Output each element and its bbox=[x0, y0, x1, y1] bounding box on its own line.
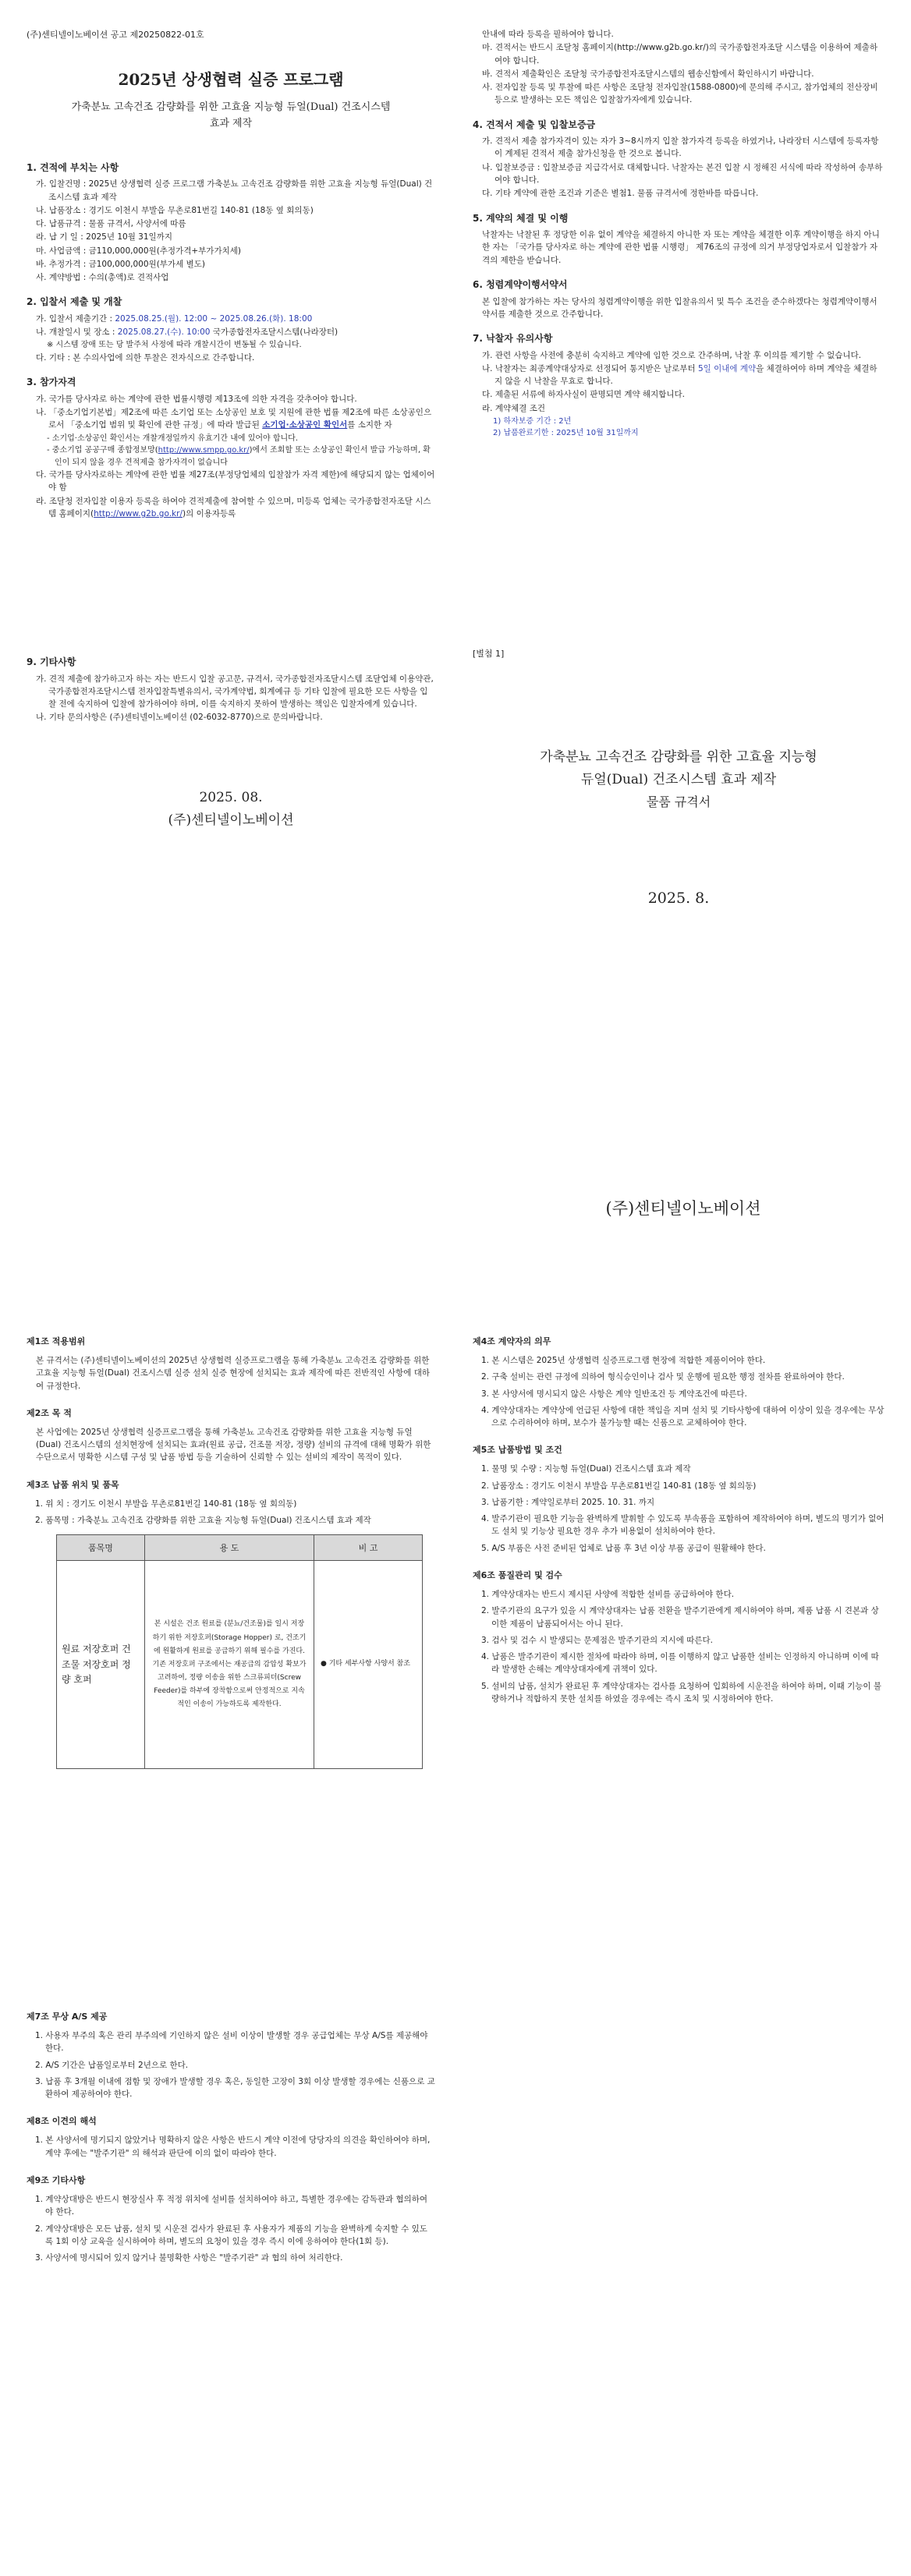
s4-item: 나. 입찰보증금 : 입찰보증금 지급각서로 대체합니다. 낙찰자는 본건 입찰 시 정해진 서식에 따라 작성하여 송부하여야 합니다. bbox=[482, 162, 883, 185]
s3-subitem: - 소기업·소상공인 확인서는 개찰개정일까지 유효기간 내에 있어야 합니다. bbox=[47, 433, 299, 443]
article-4-item: 3. 본 사양서에 명시되지 않은 사항은 계약 일반조건 등 계약조건에 따른다. bbox=[481, 1389, 747, 1399]
spec-page-1 bbox=[0, 1288, 456, 1932]
article-5-title: 제5조 납품방법 및 조건 bbox=[473, 1445, 562, 1456]
article-6-item: 3. 검사 및 검수 시 발생되는 문제점은 발주기관의 지시에 따른다. bbox=[481, 1635, 713, 1645]
cell-purpose: 본 시설은 건조 원료를 (분뇨/건조물)를 일시 저장하기 위한 저장호퍼(Storage Hopper) 로, 건조기에 원활하게 원료를 공급하기 위해 필수를 가진다. 기존 저장호퍼 구조에서는 재공급의 감압성 확보가 고려하여, 정량 이송을 위한 스크류피더(Screw Feeder)를 하부에 장착함으로써 안정적으로 지속적인 이송이 가능하도록 제작한다. bbox=[145, 1561, 314, 1769]
spec-subtitle: 물품 규격서 bbox=[646, 794, 711, 809]
s2-note: ※ 시스템 장애 또는 당 발주처 사정에 따라 개찰시간이 변동될 수 있습니다. bbox=[47, 341, 302, 350]
s9-item: 나. 기타 문의사항은 (주)센티넬이노베이션 (02-6032-8770)으로 문의바랍니다. bbox=[36, 713, 323, 723]
document-subtitle bbox=[27, 100, 435, 133]
warranty-period: 1) 하자보증 기간 : 2년 bbox=[493, 416, 572, 426]
article-4-item: 2. 구축 설비는 관련 규정에 의하여 형식승인이나 검사 및 운행에 필요한 행정 절차를 완료하여야 한다. bbox=[481, 1372, 845, 1382]
s3-item: 라. 조달청 전자입찰 이용자 등록을 하여야 견적제출에 참여할 수 있으며, 미등록 업체는 국가종합전자조달 시스템 홈페이지(http://www.g2b.go.kr/)의 이용자등록 bbox=[36, 496, 431, 518]
article-4-item: 1. 본 시스템은 2025년 상생협력 실증프로그램 현장에 적합한 제품이어야 한다. bbox=[481, 1356, 766, 1366]
header-purpose: 용 도 bbox=[145, 1535, 314, 1561]
article-1-title: 제1조 적용범위 bbox=[27, 1336, 86, 1346]
document-title: 2025년 상생협력 실증 프로그램 bbox=[118, 70, 344, 90]
notice-footer bbox=[27, 787, 435, 832]
delivery-deadline: 2) 납품완료기한 : 2025년 10월 31일까지 bbox=[493, 429, 639, 438]
article-9-item: 1. 계약상대방은 반드시 현장실사 후 적정 위치에 설비를 설치하여야 하고, 특별한 경우에는 감독관과 협의하여야 한다. bbox=[35, 2195, 428, 2217]
spec-title-line-2: 듀얼(Dual) 건조시스템 효과 제작 bbox=[580, 771, 777, 787]
article-5-item: 5. A/S 부품은 사전 준비된 업체로 납품 후 3년 이상 부품 공급이 원활해야 한다. bbox=[481, 1543, 766, 1553]
s3-item: 가. 국가를 당사자로 하는 계약에 관한 법률시행령 제13조에 의한 자격을 갖추어야 합니다. bbox=[36, 394, 357, 404]
article-7-item: 1. 사용자 부주의 혹은 관리 부주의에 기인하지 않은 설비 이상이 발생할 경우 공급업체는 무상 A/S를 제공해야 한다. bbox=[35, 2031, 428, 2054]
article-7-item: 2. A/S 기간은 납품일로부터 2년으로 한다. bbox=[35, 2060, 189, 2070]
s2-item-etc: 다. 기타 : 본 수의사업에 의한 투찰은 전자식으로 간주합니다. bbox=[36, 352, 255, 363]
article-6-item: 5. 설비의 납품, 설치가 완료된 후 계약상대자는 검사를 요청하여 입회하에 시운전을 하여야 하며, 이때 기능이 불량하거나 적합하지 못한 설치를 하였을 경우에는 즉시 조치 및 시정하여야 한다. bbox=[481, 1681, 882, 1704]
s3-item: 다. 국가를 당사자로하는 계약에 관한 법률 제27조(부정당업체의 입찰참가 자격 제한)에 해당되지 않는 업체이어야 함 bbox=[36, 470, 435, 493]
article-2-title: 제2조 목 적 bbox=[27, 1407, 72, 1418]
notice-page-3 bbox=[0, 644, 456, 1288]
article-7-title: 제7조 무상 A/S 제공 bbox=[27, 2012, 108, 2022]
spec-table bbox=[56, 1534, 423, 1769]
s9-item: 가. 견적 제출에 참가하고자 하는 자는 반드시 입찰 공고문, 규격서, 국가종합전자조달시스템 조달업체 이용약관, 국가종합전자조달시스템 전자입찰특별유의서, 국가계약법, 회계예규 등 기타 입찰에 필요한 모든 사항을 입찰 전에 숙지하여 입찰에 참가하여야 하며, 이를 숙지하지 못하여 발생하는 책임은 입찰자에게 있습니다. bbox=[36, 674, 434, 709]
contract-deadline: 5일 이내에 계약 bbox=[697, 363, 757, 373]
spec-page-2 bbox=[456, 1288, 911, 1932]
section-5-title: 5. 계약의 체결 및 이행 bbox=[473, 212, 569, 224]
g2b-link[interactable]: http://www.g2b.go.kr/ bbox=[616, 43, 706, 53]
spec-page-3 bbox=[0, 1932, 456, 2576]
article-5-item: 3. 납품기한 : 계약일로부터 2025. 10. 31. 까지 bbox=[481, 1497, 655, 1507]
notice-date: 2025. 08. bbox=[199, 789, 263, 805]
cont-item: 안내에 따라 등록을 필하여야 합니다. bbox=[482, 30, 614, 39]
article-6-item: 4. 납품은 발주기관이 제시한 절차에 따라야 하며, 이를 이행하지 않고 납품한 설비는 인정하지 아니하며 이에 따라 발생한 손해는 계약상대자에게 귀책이 있다. bbox=[481, 1652, 879, 1675]
table-row bbox=[57, 1561, 423, 1769]
cont-item: 바. 견적서 제출확인은 조달청 국가종합전자조달시스템의 웹송신함에서 확인하시기 바랍니다. bbox=[482, 69, 814, 79]
s1-item: 바. 추정가격 : 금100,000,000원(부가세 별도) bbox=[36, 259, 205, 269]
s1-item: 라. 납 기 일 : 2025년 10월 31일까지 bbox=[36, 232, 172, 242]
notice-company: (주)센티넬이노베이션 bbox=[168, 812, 294, 828]
s1-item: 가. 입찰건명 : 2025년 상생협력 실증 프로그램 가축분뇨 고속건조 감량화를 위한 고효율 지능형 듀얼(Dual) 건조시스템 효과 제작 bbox=[36, 179, 433, 202]
s6-body: 본 입찰에 참가하는 자는 당사의 청렴계약이행을 위한 입찰유의서 및 특수 조건을 준수하겠다는 청렴계약이행서약서를 제출한 것으로 간주합니다. bbox=[482, 296, 877, 319]
spec-title bbox=[473, 746, 884, 791]
s2-item-submission: 가. 입찰서 제출기간 : 2025.08.25.(월). 12:00 ~ 2025.08.26.(화). 18:00 bbox=[36, 313, 313, 324]
s1-item: 다. 납품규격 : 물품 규격서, 사양서에 따름 bbox=[36, 219, 186, 229]
article-1-body: 본 규격서는 (주)센티넬이노베이션의 2025년 상생협력 실증프로그램을 통해 가축분뇨 고속건조 감량화를 위한 고효율 지능형 듀얼(Dual) 건조시스템 실증 설치 실증 현장에 설치되는 효과 제작에 따른 전반적인 사항에 대하여 규정한다. bbox=[36, 1356, 431, 1391]
blank-page bbox=[456, 1932, 911, 2576]
cont-item: 마. 견적서는 반드시 조달청 홈페이지(http://www.g2b.go.kr/)의 국가종합전자조달 시스템을 이용하여 제출하여야 합니다. bbox=[482, 43, 878, 65]
article-3-title: 제3조 납품 위치 및 품목 bbox=[27, 1479, 119, 1490]
notice-number: (주)센티넬이노베이션 공고 제20250822-01호 bbox=[27, 30, 204, 40]
spec-title-line-1: 가축분뇨 고속건조 감량화를 위한 고효율 지능형 bbox=[540, 749, 817, 766]
header-remarks: 비 고 bbox=[314, 1535, 423, 1561]
opening-date: 2025.08.27.(수). 10:00 bbox=[117, 327, 211, 338]
s7-item: 다. 제출된 서류에 하자사실이 판명되면 계약 해지합니다. bbox=[482, 390, 685, 400]
article-8-item: 1. 본 사양서에 명기되지 않았거나 명확하지 않은 사항은 반드시 계약 이전에 당당자의 의견을 확인하여야 하며, 계약 후에는 "발주기관" 의 해석과 판단에 이의 없이 따라야 한다. bbox=[35, 2135, 431, 2158]
article-6-item: 1. 계약상대자는 반드시 제시된 사양에 적합한 설비를 공급하여야 한다. bbox=[481, 1590, 735, 1600]
section-9-title: 9. 기타사항 bbox=[27, 656, 76, 667]
s1-item: 사. 계약방법 : 수의(총액)로 견적사업 bbox=[36, 273, 169, 283]
article-9-title: 제9조 기타사항 bbox=[27, 2174, 86, 2185]
article-2-body: 본 사업에는 2025년 상생협력 실증프로그램을 통해 가축분뇨 고속건조 감량화를 위한 고효율 지능형 듀얼(Dual) 건조시스템의 설치현장에 설치되는 효과(원료 공급, 건조물 저장, 정량) 설비의 규격에 대해 명확가 위한 수단으로서 명확한 시스템 구성 및 납품 방법 등을 기술하여 신뢰할 수 있는 설비의 제작이 목적이 있다. bbox=[36, 1427, 431, 1463]
section-3-title: 3. 참가자격 bbox=[27, 377, 76, 388]
spec-table-header bbox=[57, 1535, 423, 1561]
section-2-title: 2. 입찰서 제출 및 개찰 bbox=[27, 296, 122, 308]
article-6-title: 제6조 품질관리 및 검수 bbox=[473, 1570, 562, 1581]
smpp-link[interactable]: http://www.smpp.go.kr/ bbox=[158, 446, 250, 455]
article-4-title: 제4조 계약자의 의무 bbox=[473, 1336, 551, 1346]
article-3-item: 2. 품목명 : 가축분뇨 고속건조 감량화를 위한 고효율 지능형 듀얼(Dual) 건조시스템 효과 제작 bbox=[35, 1516, 371, 1525]
s7-item: 나. 낙찰자는 최종계약대상자로 선정되어 통지받은 날로부터 5일 이내에 계약을 체결하여야 하며 계약을 체결하지 않을 시 낙찰을 무효로 합니다. bbox=[482, 363, 877, 387]
s4-item: 가. 견적서 제출 참가자격이 있는 자가 3~8시까지 입찰 참가자격 등록을 하였거나, 나라장터 시스템에 등록자항이 계제된 견적서 제출 참가신청을 한 것으로 봅니다. bbox=[482, 136, 879, 159]
spec-cover-page bbox=[456, 644, 911, 1288]
article-5-item: 4. 발주기관이 필요한 기능을 완벽하게 발휘할 수 있도록 부속품을 포함하여 제작하여야 하며, 별도의 명기가 없어도 설치 및 기능상 필요한 경우 추가 비용없이 설치하여야 한다. bbox=[481, 1514, 884, 1537]
article-4-item: 4. 계약상대자는 계약상에 언급된 사항에 대한 책임을 지며 설치 및 기타사항에 대하여 이상이 있을 경우에는 무상으로 수리하여야 하며, 보수가 불가능할 때는 신품으로 교체하여야 한다. bbox=[481, 1405, 884, 1428]
certificate-link[interactable]: 소기업·소상공인 확인서 bbox=[262, 420, 348, 430]
article-9-item: 2. 계약상대방은 모든 납품, 설치 및 시운전 검사가 완료된 후 사용자가 제품의 기능을 완벽하게 숙지할 수 있도록 1회 이상 교육을 실시하여야 하며, 별도의 요청이 있을 경우 즉시 이에 응하여야 한다(1회 등). bbox=[35, 2224, 427, 2246]
section-6-title: 6. 청렴계약이행서약서 bbox=[473, 278, 568, 290]
notice-page-1 bbox=[0, 0, 456, 644]
cell-remarks: ● 기타 세부사항 사양서 참조 bbox=[314, 1561, 423, 1769]
s5-body: 낙찰자는 낙찰된 후 정당한 이유 없이 계약을 체결하지 아니한 자 또는 계약을 체결한 이후 계약이행을 하지 아니한 자는 「국가를 당사자로 하는 계약에 관한 법률 시행령」 제76조의 규정에 의거 부정당업자로서 입찰참가 자격의 제한을 받습니다. bbox=[482, 230, 880, 265]
notice-page-2 bbox=[456, 0, 911, 644]
s2-item-opening: 나. 개찰일시 및 장소 : 2025.08.27.(수). 10:00 국가종합전자조달시스템(나라장터) bbox=[36, 327, 339, 338]
s3-item: 나. 「중소기업기본법」제2조에 따른 소기업 또는 소상공인 보호 및 지원에 관한 법률 제2조에 따른 소상공인으로서 「중소기업 범위 및 확인에 관한 규정」에 따라 발급된 소기업·소상공인 확인서를 소지한 자 bbox=[36, 408, 432, 430]
article-9-item: 3. 사양서에 명시되어 있지 않거나 불명확한 사항은 "발주기관" 과 협의 하여 처리한다. bbox=[35, 2253, 343, 2263]
header-item-name: 품목명 bbox=[57, 1535, 145, 1561]
article-6-item: 2. 발주기관의 요구가 있을 시 계약상대자는 납품 전환을 발주기관에게 제시하여야 하며, 제품 납품 시 견본과 상이한 제품이 납품되어서는 아니 된다. bbox=[481, 1606, 879, 1629]
s1-item: 나. 납품장소 : 경기도 이천시 부발읍 무촌로81번길 140-81 (18동 옆 회의동) bbox=[36, 205, 314, 215]
article-8-title: 제8조 이견의 해석 bbox=[27, 2116, 97, 2127]
article-5-item: 2. 납품장소 : 경기도 이천시 부발읍 무촌로81번길 140-81 (18동 옆 회의동) bbox=[481, 1481, 757, 1491]
spec-company: (주)센티넬이노베이션 bbox=[605, 1199, 761, 1218]
g2b-link[interactable]: http://www.g2b.go.kr/ bbox=[94, 508, 183, 518]
section-1-title: 1. 견적에 부치는 사항 bbox=[27, 161, 119, 173]
article-3-item: 1. 위 치 : 경기도 이천시 부발읍 무촌로81번길 140-81 (18동 옆 회의동) bbox=[35, 1499, 297, 1509]
article-7-item: 3. 납품 후 3개월 이내에 점함 및 장애가 발생할 경우 혹은, 동일한 고장이 3회 이상 발생할 경우에는 신품으로 교환하여 제공하여야 한다. bbox=[35, 2076, 435, 2100]
subtitle-line-2: 효과 제작 bbox=[209, 117, 253, 129]
s7-item: 가. 관련 사항을 사전에 충분히 숙지하고 계약에 임한 것으로 간주하며, 낙찰 후 이의를 제기할 수 없습니다. bbox=[482, 350, 862, 360]
cont-item: 사. 전자입찰 등록 및 투찰에 따른 사항은 조달청 전자입찰(1588-0800)에 문의해 주시고, 참가업체의 전산장비 등으로 발생하는 모든 책임은 입찰참가자에게 있습니다. bbox=[482, 83, 878, 105]
annex-label: [별첨 1] bbox=[473, 649, 505, 659]
s4-item: 다. 기타 계약에 관한 조건과 기준은 별첨1. 물품 규격서에 정한바를 따릅니다. bbox=[482, 189, 759, 199]
section-4-title: 4. 견적서 제출 및 입찰보증금 bbox=[473, 119, 596, 130]
submission-period: 2025.08.25.(월). 12:00 ~ 2025.08.26.(화). 18:00 bbox=[115, 313, 313, 324]
article-5-item: 1. 물명 및 수량 : 지능형 듀얼(Dual) 건조시스템 효과 제작 bbox=[481, 1464, 691, 1474]
s3-subitem: - 중소기업 공공구매 종합정보망(http://www.smpp.go.kr/)에서 조회할 또는 소상공인 확인서 발급 가능하며, 확인이 되지 않을 경우 견적제출 참가자격이 없습니다 bbox=[47, 446, 431, 467]
section-7-title: 7. 낙찰자 유의사항 bbox=[473, 333, 553, 345]
subtitle-line-1: 가축분뇨 고속건조 감량화를 위한 고효율 지능형 듀얼(Dual) 건조시스템 bbox=[71, 101, 391, 114]
s7-item: 라. 계약체결 조건 bbox=[482, 403, 546, 413]
cell-item-name: 원료 저장호퍼 건조물 저장호퍼 정량 호퍼 bbox=[57, 1561, 145, 1769]
s1-item: 마. 사업금액 : 금110,000,000원(추정가격+부가가치세) bbox=[36, 246, 241, 256]
spec-date: 2025. 8. bbox=[647, 889, 710, 907]
